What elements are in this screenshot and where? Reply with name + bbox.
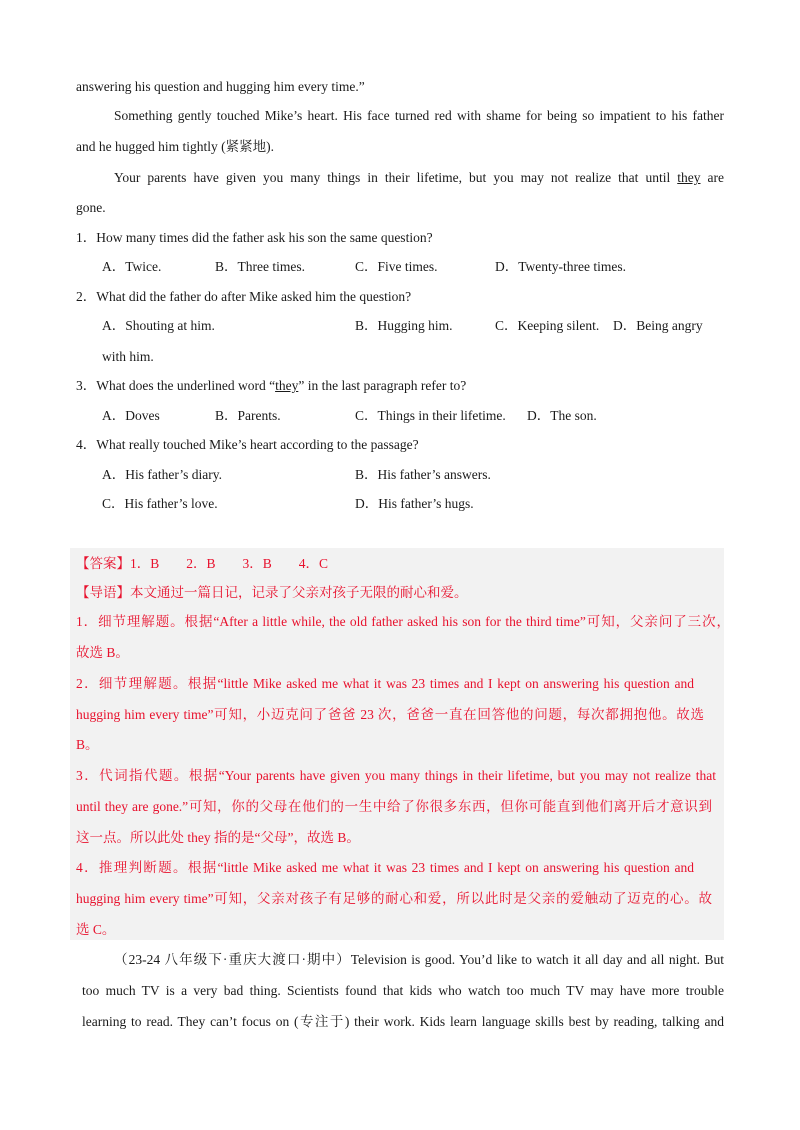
passage-line xyxy=(114,169,724,187)
question-stem: 1．How many times did the father ask his son the same question? xyxy=(76,230,433,245)
passage-line: Something gently touched Mike’s heart. His face turned red with shame for being so impatient to his father xyxy=(114,108,724,123)
passage-line: gone. xyxy=(76,200,106,215)
explanation-line: B。 xyxy=(76,737,99,752)
explanation-line: 1．细节理解题。根据“After a little while, the old father asked his son for the third time”可知，父亲问了三次， xyxy=(76,614,730,629)
underlined-word: they xyxy=(677,170,701,185)
passage-text: are xyxy=(707,170,724,185)
option: A．Twice. xyxy=(102,259,162,274)
option: A．His father’s diary. xyxy=(102,467,222,482)
option: B．Parents. xyxy=(215,408,281,423)
guide-text: 本文通过一篇日记，记录了父亲对孩子无限的耐心和爱。 xyxy=(130,585,468,600)
explanation-line: 这一点。所以此处 they 指的是“父母”，故选 B。 xyxy=(76,830,360,845)
stem-text: ” in the last paragraph refer to? xyxy=(298,378,467,393)
option: D．Being angry xyxy=(613,318,703,333)
option: C．Five times. xyxy=(355,259,438,274)
guide-label: 【导语】 xyxy=(76,585,130,600)
question-stem xyxy=(76,377,466,395)
explanation-line: 故选 B。 xyxy=(76,645,129,660)
explanation-line: hugging him every time”可知，父亲对孩子有足够的耐心和爱，所以此时是父亲的爱触动了迈克的心。故 xyxy=(76,891,712,906)
option: B．Three times. xyxy=(215,259,305,274)
passage-line: （23-24 八年级下·重庆大渡口·期中）Television is good. You’d like to watch it all day and all night. But xyxy=(114,952,724,967)
passage-line: and he hugged him tightly (紧紧地). xyxy=(76,139,274,154)
passage-text: Your parents have given you many things in their lifetime, but you may not realize that until xyxy=(114,170,671,185)
explanation-line: 3．代词指代题。根据“Your parents have given you many things in their lifetime, but you may not realize that xyxy=(76,768,716,783)
option: C．Things in their lifetime. xyxy=(355,408,506,423)
explanation-line: 选 C。 xyxy=(76,922,116,937)
explanation-line: 2．细节理解题。根据“little Mike asked me what it was 23 times and I kept on answering his question and xyxy=(76,676,694,691)
option: C．Keeping silent. xyxy=(495,318,600,333)
guide-line xyxy=(76,584,468,602)
answer-values: 1．B 2．B 3．B 4．C xyxy=(130,556,329,571)
passage-line: too much TV is a very bad thing. Scientists found that kids who watch too much TV may have more trouble xyxy=(82,983,724,998)
underlined-word: they xyxy=(275,378,299,393)
option: C．His father’s love. xyxy=(102,496,218,511)
question-stem: 2．What did the father do after Mike asked him the question? xyxy=(76,289,412,304)
question-stem: 4．What really touched Mike’s heart according to the passage? xyxy=(76,437,419,452)
explanation-line: hugging him every time”可知，小迈克问了爸爸 23 次，爸爸一直在回答他的问题，每次都拥抱他。故选 xyxy=(76,707,704,722)
option: A．Doves xyxy=(102,408,160,423)
stem-text: 3．What does the underlined word “ xyxy=(76,378,276,393)
passage-line: learning to read. They can’t focus on (专注于) their work. Kids learn language skills best by reading, talking and xyxy=(82,1014,724,1029)
option: D．Twenty-three times. xyxy=(495,259,627,274)
option: B．Hugging him. xyxy=(355,318,453,333)
answer-line xyxy=(76,555,328,573)
passage-line: answering his question and hugging him every time.” xyxy=(76,79,365,94)
option: B．His father’s answers. xyxy=(355,467,491,482)
option: D．His father’s hugs. xyxy=(355,496,474,511)
option: A．Shouting at him. xyxy=(102,318,215,333)
option-wrap: with him. xyxy=(102,349,154,364)
explanation-line: until they are gone.”可知，你的父母在他们的一生中给了你很多东西，但你可能直到他们离开后才意识到 xyxy=(76,799,712,814)
answer-panel xyxy=(70,548,724,940)
explanation-line: 4．推理判断题。根据“little Mike asked me what it was 23 times and I kept on answering his question and xyxy=(76,860,694,875)
answer-label: 【答案】 xyxy=(76,556,130,571)
option: D．The son. xyxy=(527,408,597,423)
